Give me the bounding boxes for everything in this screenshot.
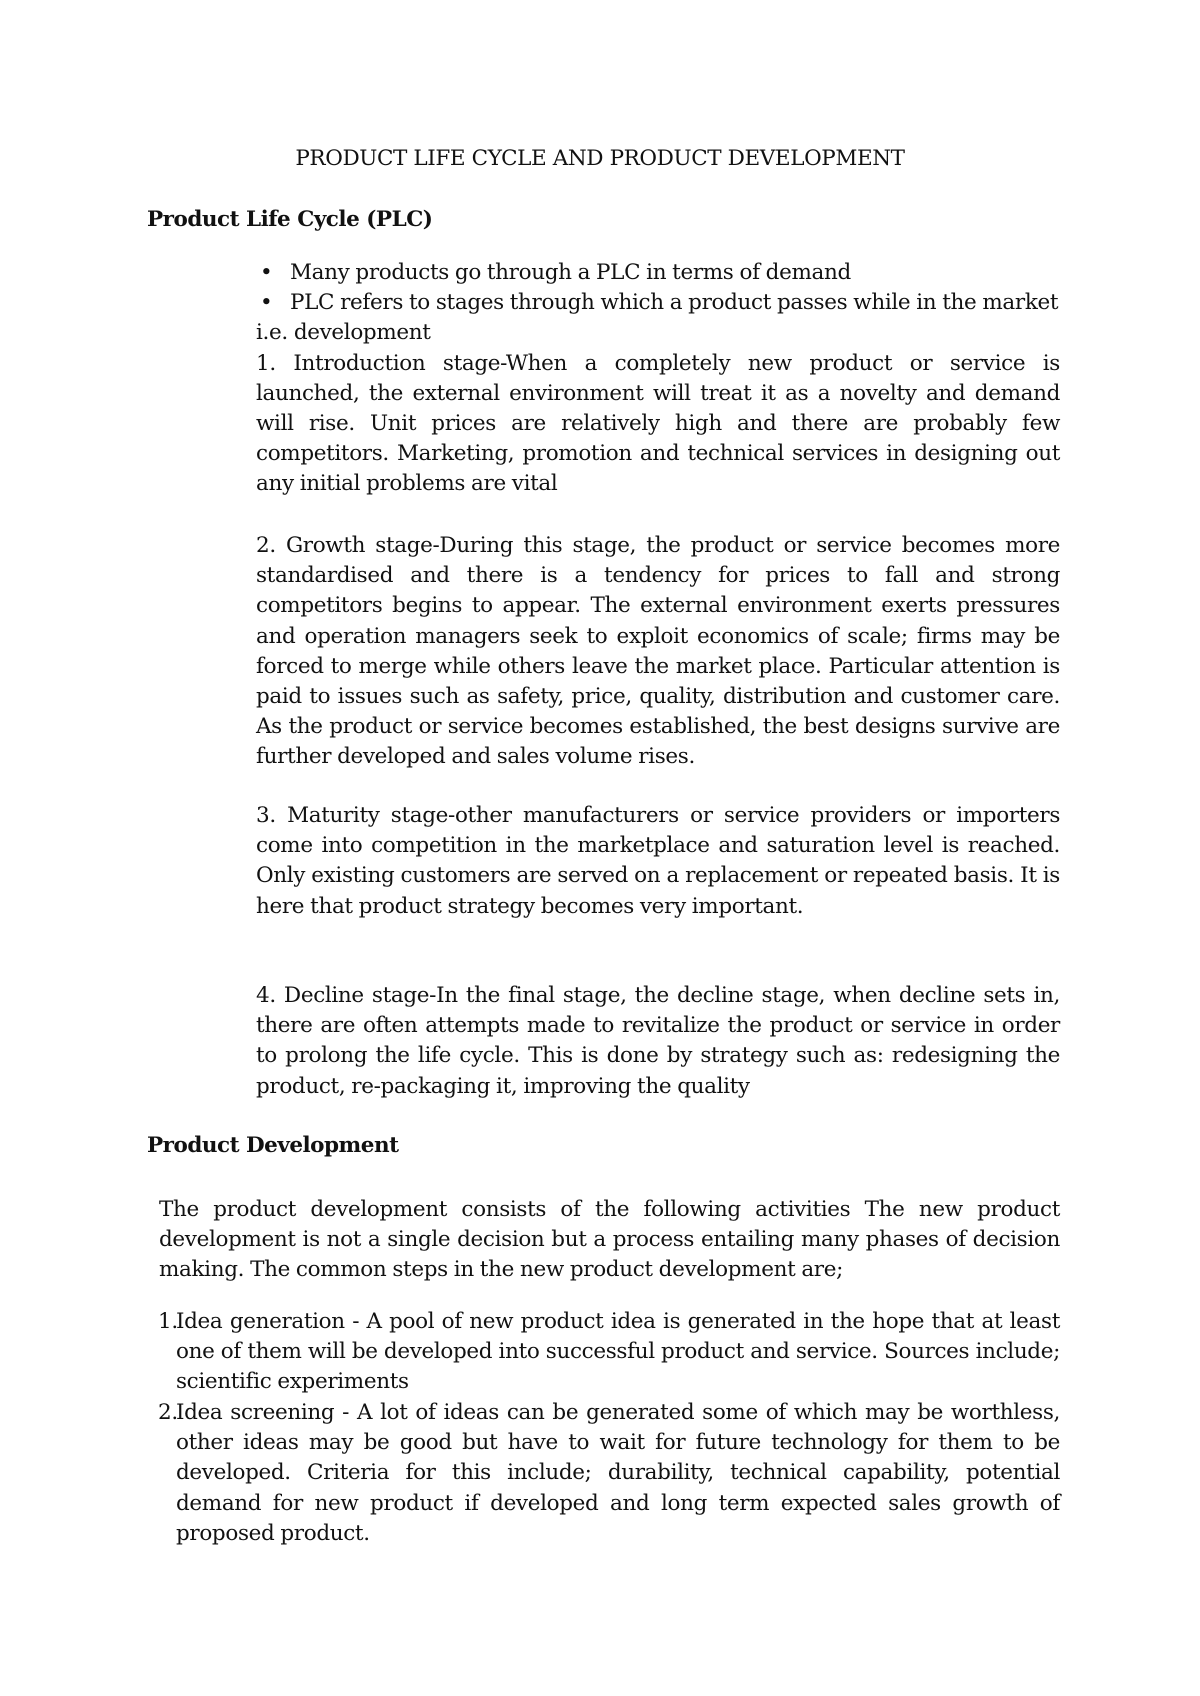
document-title: PRODUCT LIFE CYCLE AND PRODUCT DEVELOPMENT xyxy=(295,146,905,171)
bullet-text: Many products go through a PLC in terms of demand xyxy=(290,260,851,285)
bullet-item xyxy=(256,288,1060,318)
list-text: Idea generation - A pool of new product idea is generated in the hope that at least one of them will be developed into successful product and service. Sources include; scientific experiments xyxy=(176,1309,1060,1395)
intro-paragraph: The product development consists of the following activities The new product development is not a single decision but a process entailing many phases of decision making. The common steps in the new product development are; xyxy=(159,1197,1060,1283)
plc-bullets-block xyxy=(256,258,1060,500)
bullet-icon: • xyxy=(260,290,273,316)
list-number: 1. xyxy=(158,1309,178,1334)
bullet-continuation: i.e. development xyxy=(256,320,431,346)
stage-paragraph: 2. Growth stage-During this stage, the product or service becomes more standardised and there is a tendency for prices to fall and strong competitors begins to appear. The external environment exerts pressures and operation managers seek to exploit economics of scale; firms may be forced to merge while others leave the market place. Particular attention is paid to issues such as safety, price, quality, distribution and customer care. As the product or service becomes established, the best designs survive are further developed and sales volume rises. xyxy=(256,533,1060,770)
stage-paragraph: 1. Introduction stage-When a completely new product or service is launched, the external environment will treat it as a novelty and demand will rise. Unit prices are relatively high and there are probably few competitors. Marketing, promotion and technical services in designing out any initial problems are vital xyxy=(256,350,1060,497)
stage-paragraph: 3. Maturity stage-other manufacturers or service providers or importers come into competition in the marketplace and saturation level is reached. Only existing customers are served on a replacement or repeated basis. It is here that product strategy becomes very important. xyxy=(256,803,1060,919)
section-heading-plc: Product Life Cycle (PLC) xyxy=(147,207,433,232)
bullet-item xyxy=(256,258,1060,288)
list-number: 2. xyxy=(158,1400,178,1425)
list-item xyxy=(158,1307,1060,1398)
section-heading-product-development: Product Development xyxy=(147,1133,399,1158)
bullet-icon: • xyxy=(260,260,273,285)
list-item xyxy=(158,1398,1060,1549)
stage-paragraph: 4. Decline stage-In the final stage, the decline stage, when decline sets in, there are often attempts made to revitalize the product or service in order to prolong the life cycle. This is done by strategy such as: redesigning the product, re-packaging it, improving the quality xyxy=(256,983,1060,1099)
list-text: Idea screening - A lot of ideas can be generated some of which may be worthless, other ideas may be good but have to wait for future technology for them to be developed. Criteria for this include; durability, technical capability, potential demand for new product if developed and long term expected sales growth of proposed product. xyxy=(176,1400,1060,1546)
bullet-text: PLC refers to stages through which a product passes while in the market xyxy=(290,290,1059,316)
